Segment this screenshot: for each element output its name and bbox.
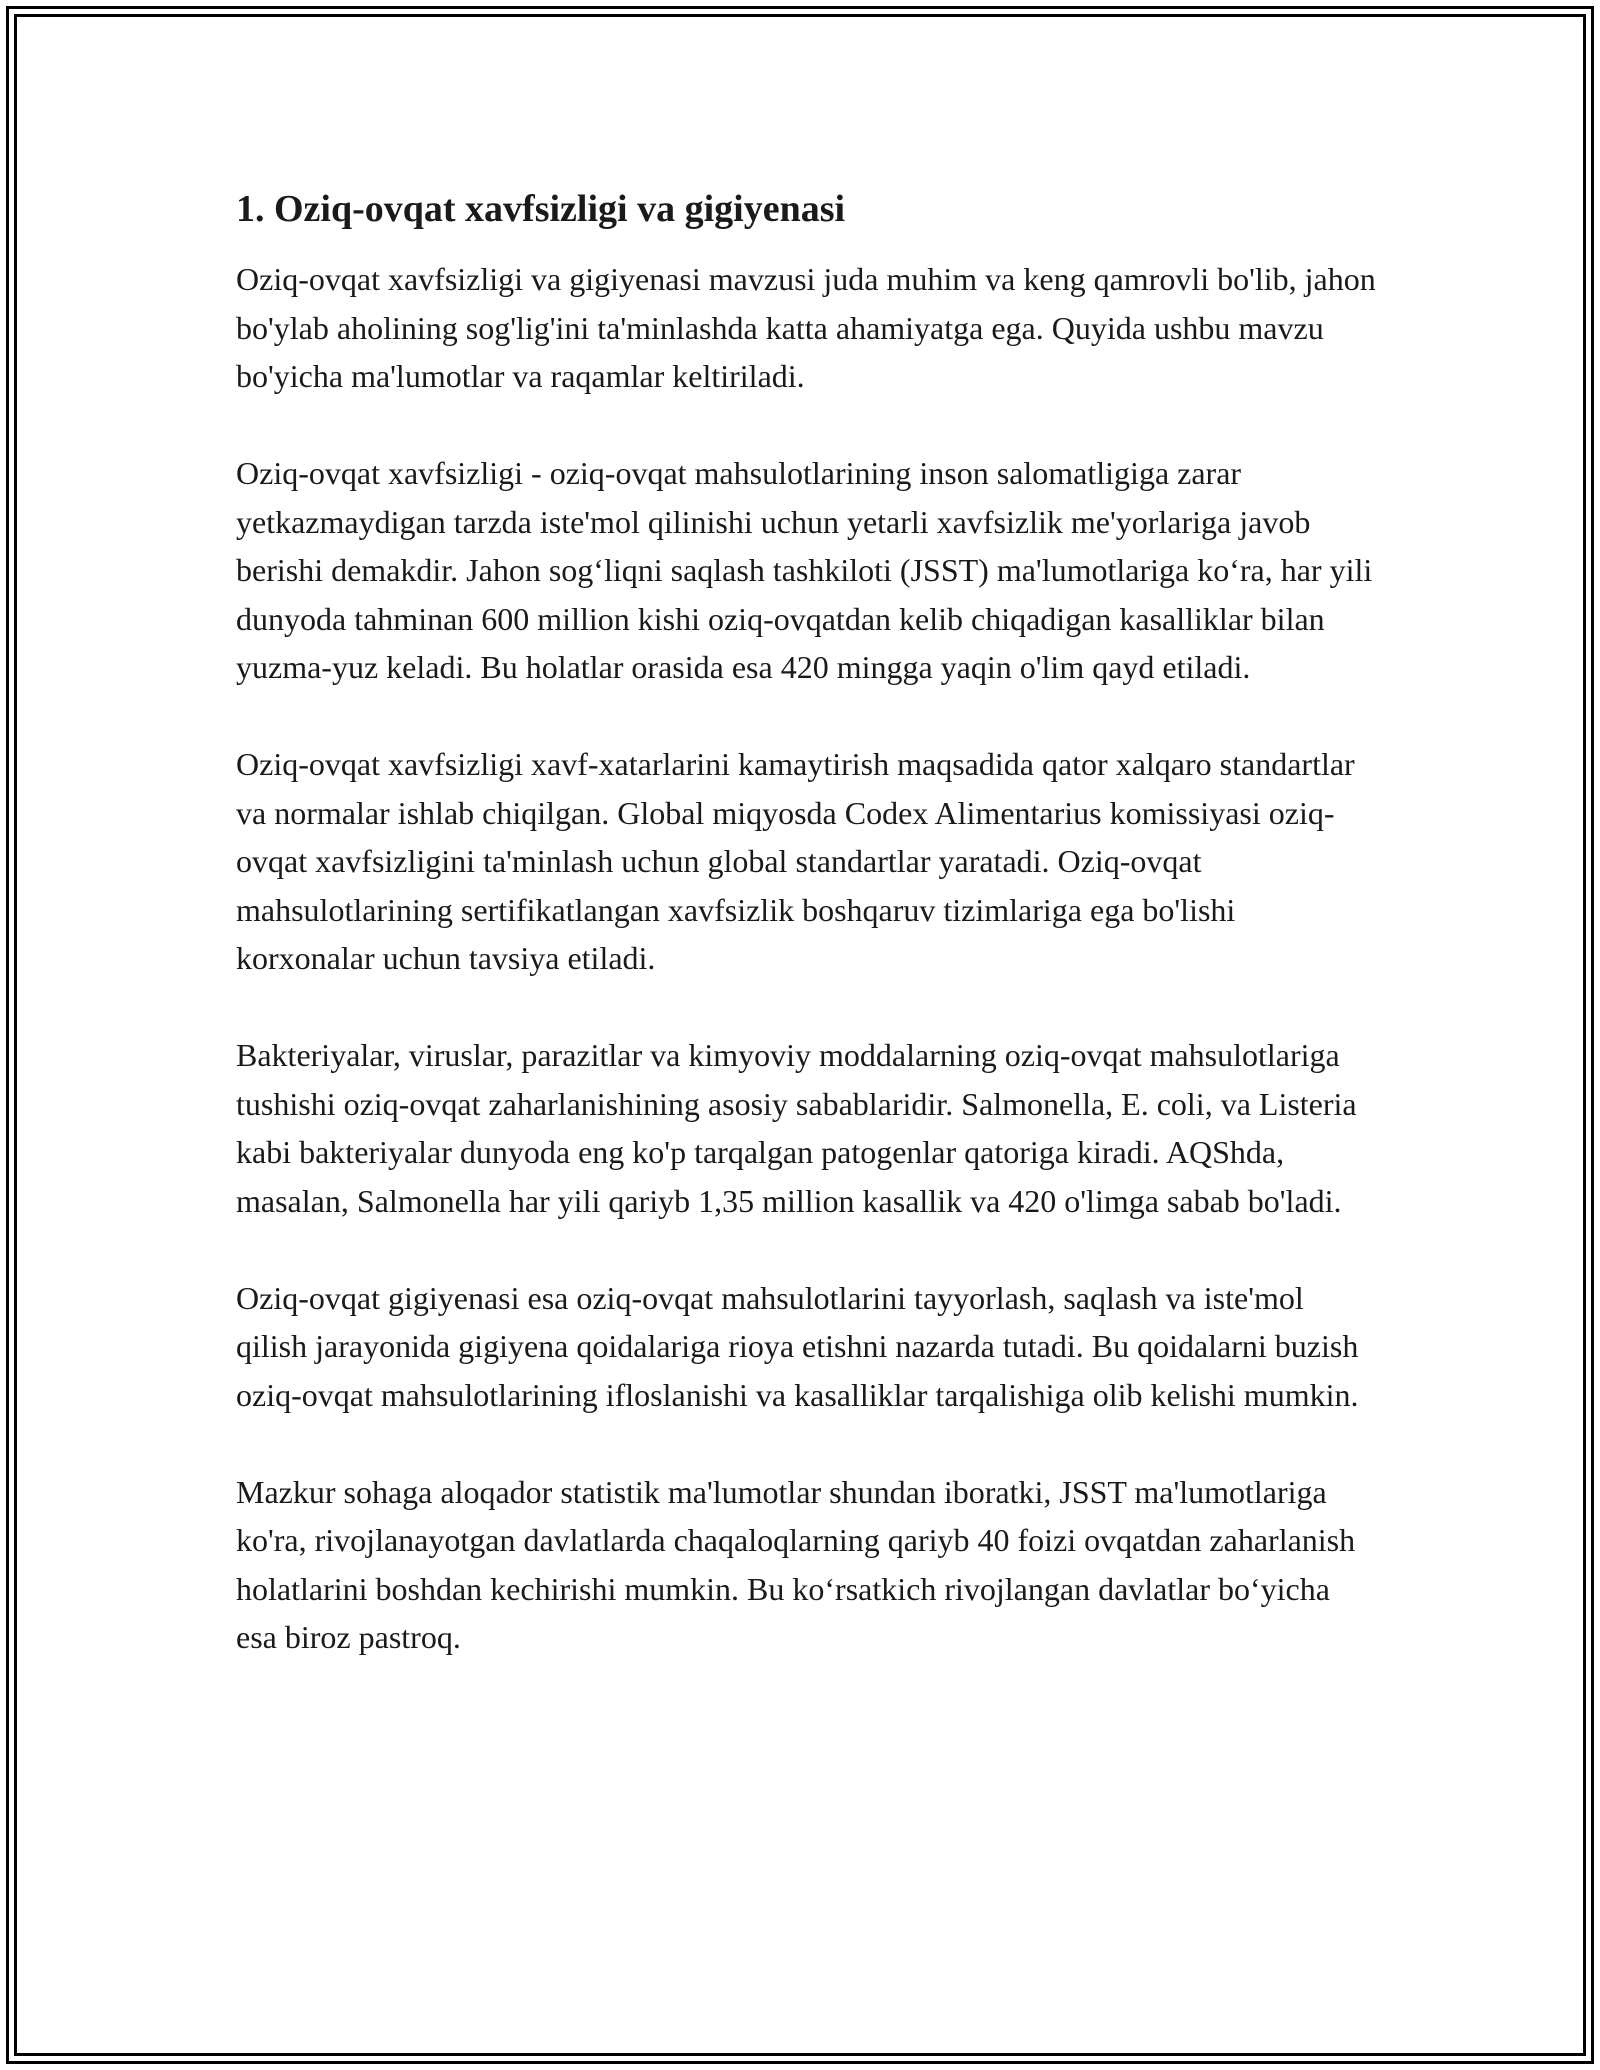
document-title: 1. Oziq-ovqat xavfsizligi va gigiyenasi xyxy=(236,188,846,230)
paragraph-intro: Oziq-ovqat xavfsizligi va gigiyenasi mavzusi juda muhim va keng qamrovli bo'lib, jahon bo'ylab aholining sog'lig'ini ta'minlashda katta ahamiyatga ega. Quyida ushbu mavzu bo'yicha ma'lumotlar va raqamlar keltiriladi. xyxy=(236,261,1376,394)
paragraph-pathogens: Bakteriyalar, viruslar, parazitlar va kimyoviy moddalarning oziq-ovqat mahsulotlariga tushishi oziq-ovqat zaharlanishining asosiy sabablaridir. Salmonella, E. coli, va Listeria kabi bakteriyalar dunyoda eng ko'p tarqalgan patogenlar qatoriga kiradi. AQShda, masalan, Salmonella har yili qariyb 1,35 million kasallik va 420 o'limga sabab bo'ladi. xyxy=(236,1037,1357,1219)
paragraph-statistics: Mazkur sohaga aloqador statistik ma'lumotlar shundan iboratki, JSST ma'lumotlariga ko'ra, rivojlanayotgan davlatlarda chaqaloqlarning qariyb 40 foizi ovqatdan zaharlanish holatlarini boshdan kechirishi mumkin. Bu ko‘rsatkich rivojlangan davlatlar bo‘yicha esa biroz pastroq. xyxy=(236,1473,1356,1655)
paragraph-international-standards: Oziq-ovqat xavfsizligi xavf-xatarlarini kamaytirish maqsadida qator xalqaro standartlar va normalar ishlab chiqilgan. Global miqyosda Codex Alimentarius komissiyasi oziq-ovqat xavfsizligini ta'minlash uchun global standartlar yaratadi. Oziq-ovqat mahsulotlarining sertifikatlangan xavfsizlik boshqaruv tizimlariga ega bo'lishi korxonalar uchun tavsiya etiladi. xyxy=(236,746,1355,976)
paragraph-food-hygiene: Oziq-ovqat gigiyenasi esa oziq-ovqat mahsulotlarini tayyorlash, saqlash va iste'mol qilish jarayonida gigiyena qoidalariga rioya etishni nazarda tutadi. Bu qoidalarni buzish oziq-ovqat mahsulotlarining ifloslanishi va kasalliklar tarqalishiga olib kelishi mumkin. xyxy=(236,1279,1359,1413)
paragraph-food-safety-definition: Oziq-ovqat xavfsizligi - oziq-ovqat mahsulotlarining inson salomatligiga zarar yetkazmaydigan tarzda iste'mol qilinishi uchun yetarli xavfsizlik me'yorlariga javob berishi demakdir. Jahon sog‘liqni saqlash tashkiloti (JSST) ma'lumotlariga ko‘ra, har yili dunyoda tahminan 600 million kishi oziq-ovqatdan kelib chiqadigan kasalliklar bilan yuzma-yuz keladi. Bu holatlar orasida esa 420 mingga yaqin o'lim qayd etiladi. xyxy=(236,455,1373,685)
document-body xyxy=(236,185,1376,1662)
